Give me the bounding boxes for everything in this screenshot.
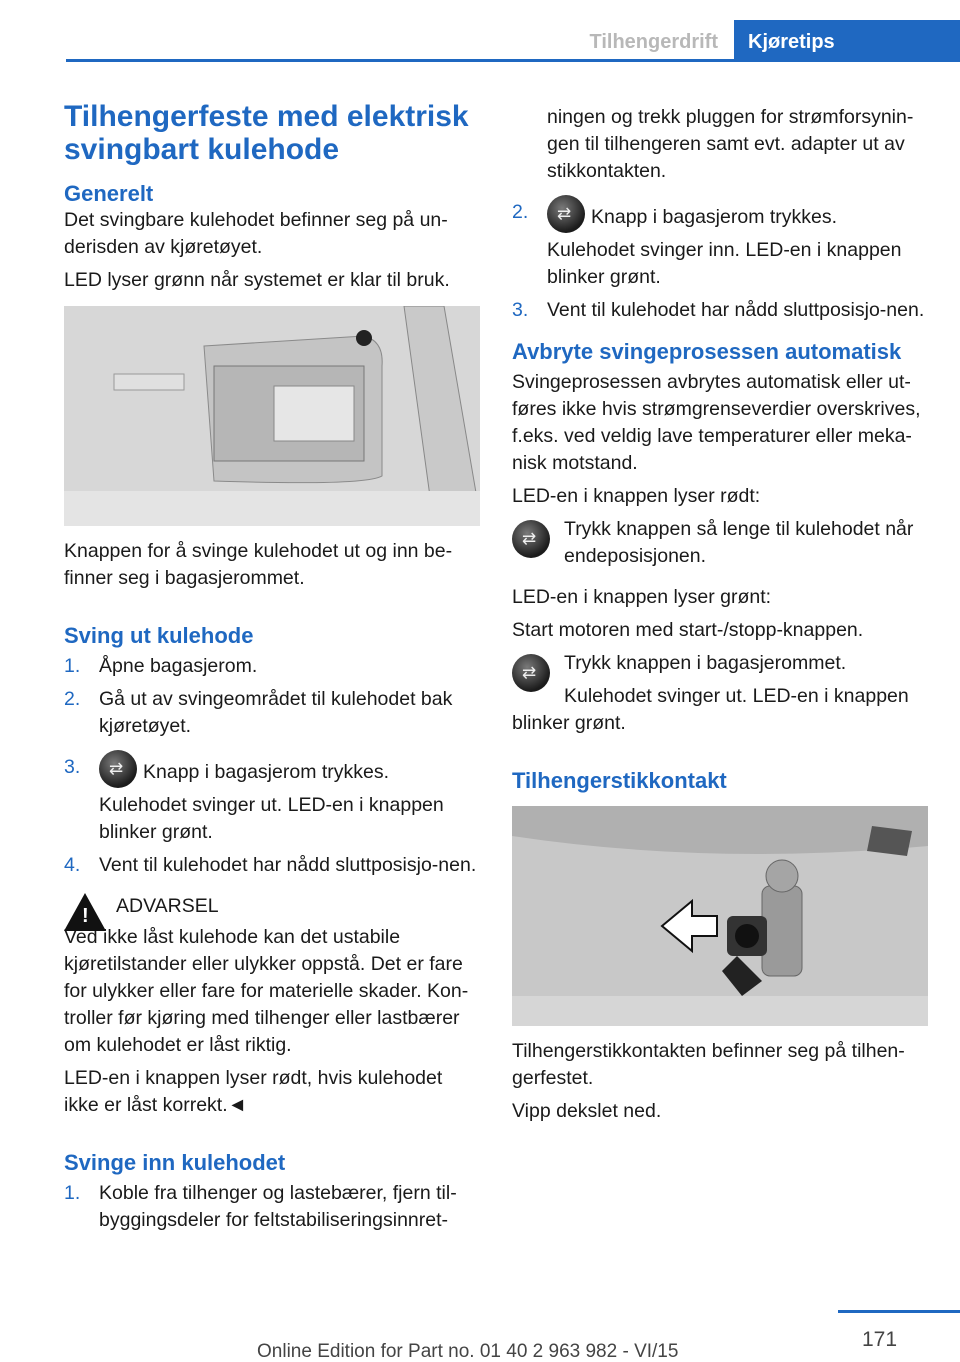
paragraph: Svingeprosessen avbrytes automatisk eller ut-føres ikke hvis strømgrenseverdier overskrives, f.eks. ved veldig lave temperaturer eller meka-nisk motstand. [512,371,921,474]
swing-in-steps [64,1180,480,1234]
footer-divider [838,1310,960,1313]
paragraph: Kulehodet svinger ut. LED-en i knappen blinker grønt. [512,685,909,734]
page-number: 171 [862,1328,898,1351]
trailer-hitch-button-icon [99,750,137,788]
paragraph: Det svingbare kulehodet befinner seg på un-derisden av kjøretøyet. [64,209,448,258]
breadcrumb[interactable]: Tilhengerdrift [589,31,718,53]
swing-in-steps-cont [512,199,928,324]
continued-text: ningen og trekk pluggen for strømforsynin-gen til tilhengeren samt evt. adapter ut av stikkontakten. [547,106,914,182]
trunk-illustration [64,306,480,526]
warning-text: Ved ikke låst kulehode kan det ustabile kjøretilstander eller ulykker oppstå. Det er fare for ulykker eller fare for materielle skader. Kon-troller før kjøring med tilhenger eller lastbærer om kulehodet er låst riktig. [64,926,469,1056]
list-item: 1. Åpne bagasjerom. [64,655,258,677]
paragraph: LED-en i knappen lyser rødt: [512,485,761,507]
warning-box [64,893,480,1059]
list-item: 2. ⇄ Knapp i bagasjerom trykkes. Kulehodet svinger inn. LED-en i knappen blinker grønt. [512,199,928,291]
section-heading-socket: Tilhengerstikkontakt [512,768,727,793]
paragraph: LED-en i knappen lyser grønt: [512,586,772,608]
page-title: Tilhengerfeste med elektrisk svingbart kulehode [64,100,469,166]
led-note: LED-en i knappen lyser rødt, hvis kulehodet ikke er låst korrekt.◄ [64,1067,443,1116]
image-caption: Tilhengerstikkontakten befinner seg på tilhen-gerfestet. [512,1040,905,1089]
warning-title: ADVARSEL [116,895,219,917]
paragraph: Vipp dekslet ned. [512,1100,662,1122]
list-item: 2. Gå ut av svingeområdet til kulehodet bak kjøretøyet. [64,688,453,737]
socket-image [512,806,928,1026]
list-item: 3. ⇄ Knapp i bagasjerom trykkes. Kulehodet svinger ut. LED-en i knappen blinker grønt. [64,754,480,846]
trailer-hitch-button-icon [512,654,550,692]
list-item: 4. Vent til kulehodet har nådd sluttposisjo-nen. [64,854,477,876]
right-column [512,100,928,1131]
socket-illustration [512,806,928,1026]
section-heading-general: Generelt [64,181,154,206]
list-item: 1. Koble fra tilhenger og lastebærer, fjern til-byggingsdeler for feltstabiliseringsinnret- [64,1182,457,1231]
warning-triangle-icon: ! [64,893,106,931]
tab-active[interactable]: Kjøretips [734,20,960,62]
section-heading-swing-out: Sving ut kulehode [64,623,254,648]
edition-text: Online Edition for Part no. 01 40 2 963 982 - VI/15 [257,1341,679,1362]
section-heading-abort: Avbryte svingeprosessen automatisk [512,339,902,364]
page-header [66,0,960,62]
trunk-image [64,306,480,526]
paragraph: Start motoren med start-/stopp-knappen. [512,619,864,641]
image-caption: Knappen for å svinge kulehodet ut og inn be-finner seg i bagasjerommet. [64,540,453,589]
trailer-hitch-button-icon [547,195,585,233]
left-column [64,100,480,1240]
page-footer [0,1310,960,1362]
icon-paragraph: ⇄ Trykk knappen i bagasjerommet. [512,650,928,677]
list-item: 3. Vent til kulehodet har nådd sluttposisjo-nen. [512,299,925,321]
paragraph: LED lyser grønn når systemet er klar til bruk. [64,269,450,291]
trailer-hitch-button-icon [512,520,550,558]
section-heading-swing-in: Svinge inn kulehodet [64,1150,286,1175]
icon-paragraph: ⇄ Trykk knappen så lenge til kulehodet når endeposisjonen. [512,516,928,570]
swing-out-steps [64,653,480,879]
